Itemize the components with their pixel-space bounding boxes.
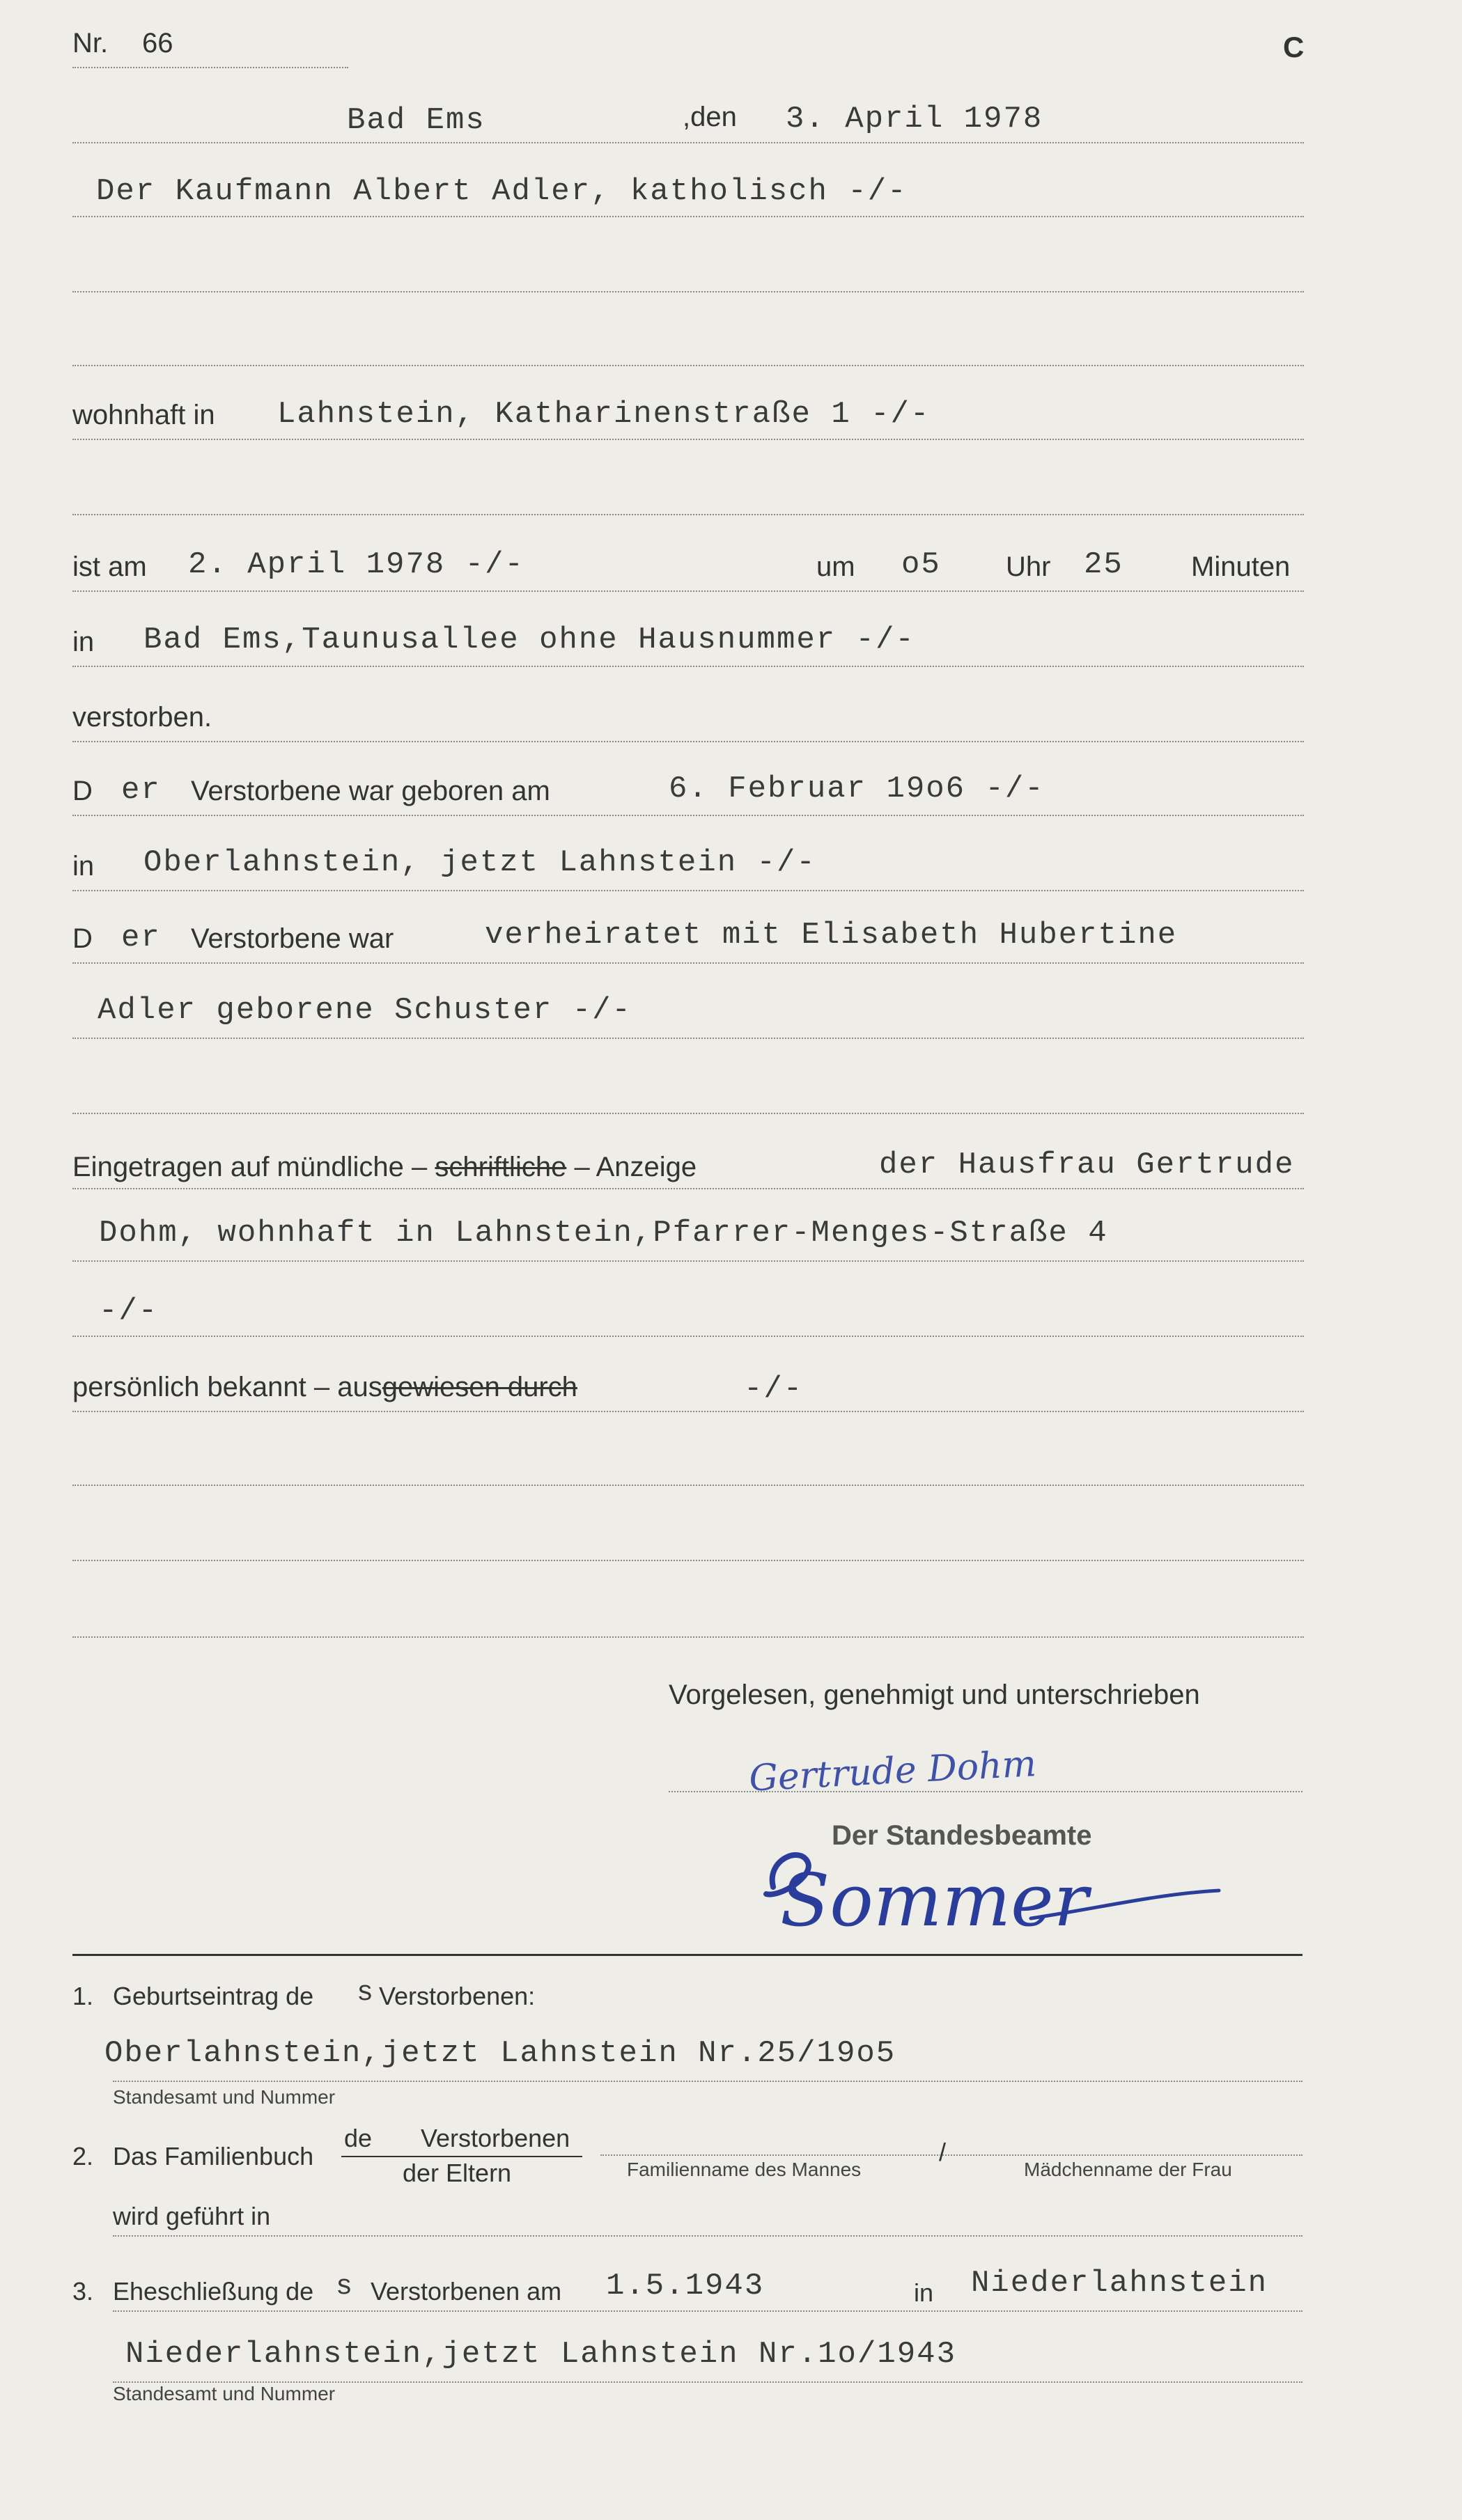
item2-slash: /: [939, 2138, 947, 2166]
birth-date-line: [72, 815, 1304, 816]
blank-line: [72, 1485, 1304, 1486]
known-label: [72, 1372, 577, 1403]
deceased-residence: Lahnstein, Katharinenstraße 1 -/-: [277, 397, 931, 432]
report-label: [72, 1152, 697, 1183]
death-minutes: 25: [1084, 547, 1123, 582]
verstorben-line: [72, 741, 1304, 742]
marital-status-line1: verheiratet mit Elisabeth Hubertine: [485, 918, 1178, 953]
wohnhaft-label: wohnhaft in: [72, 400, 215, 430]
item3-label-s: s: [336, 2271, 355, 2303]
item3-line1: [113, 2310, 1302, 2312]
registration-date: 3. April 1978: [786, 102, 1043, 136]
birth-label-d: D: [72, 776, 93, 806]
den-label: ,den: [683, 102, 737, 132]
report-label-prefix: Eingetragen auf mündliche –: [72, 1152, 428, 1182]
item2-caption-wife: Mädchenname der Frau: [1024, 2159, 1232, 2180]
item2-fraction-line: [341, 2156, 582, 2157]
item2-number: 2.: [72, 2142, 94, 2170]
death-place-line: [72, 666, 1304, 667]
death-date: 2. April 1978 -/-: [188, 547, 524, 582]
item3-number: 3.: [72, 2277, 94, 2306]
birth-place: Oberlahnstein, jetzt Lahnstein -/-: [143, 845, 816, 880]
item2-wird: wird geführt in: [113, 2202, 271, 2230]
name-line: [72, 216, 1304, 217]
nr-label: Nr.: [72, 28, 109, 58]
death-date-line: [72, 590, 1304, 592]
item1-label-a: Geburtseintrag de: [113, 1982, 314, 2010]
header-date-line: [72, 142, 1304, 143]
nr-value: 66: [142, 28, 173, 58]
marriage-line1: [72, 962, 1304, 964]
verstorben-label: verstorben.: [72, 702, 212, 733]
deceased-name: Der Kaufmann Albert Adler, katholisch -/-: [96, 174, 908, 209]
item2-de: de: [344, 2124, 373, 2152]
item1-line: [113, 2081, 1302, 2082]
informant-signature-text: Gertrude Dohm: [747, 1743, 1038, 1800]
marriage-label-text: Verstorbene war: [191, 923, 394, 954]
birth-label-text: Verstorbene war geboren am: [191, 776, 550, 806]
blank-line: [72, 1113, 1304, 1114]
marriage-line2: [72, 1038, 1304, 1039]
known-value: -/-: [744, 1372, 804, 1407]
death-hour: o5: [901, 547, 941, 582]
informant-line1: der Hausfrau Gertrude: [879, 1148, 1295, 1182]
minuten-label: Minuten: [1191, 551, 1291, 582]
item2-eltern: der Eltern: [403, 2159, 512, 2187]
registrar-signature-text: Sommer: [780, 1858, 1089, 1943]
known-line: [72, 1411, 1304, 1412]
report-line1: [72, 1188, 1304, 1189]
item2-label: Das Familienbuch: [113, 2142, 314, 2170]
ist-am-label: ist am: [72, 551, 147, 582]
informant-line3: -/-: [99, 1294, 159, 1329]
report-label-suffix: – Anzeige: [574, 1152, 697, 1182]
birth-date: 6. Februar 19o6 -/-: [669, 772, 1045, 806]
marital-status-line2: Adler geborene Schuster -/-: [98, 993, 632, 1028]
item1-label-b: Verstorbenen:: [379, 1982, 536, 2010]
birth-label-er: er: [121, 773, 161, 808]
marriage-date: 1.5.1943: [606, 2269, 765, 2303]
item1-label-s: s: [357, 1978, 375, 2009]
informant-signature-line: [669, 1791, 1302, 1792]
blank-line: [72, 291, 1304, 292]
item2-verstorbenen: Verstorbenen: [421, 2124, 570, 2152]
birth-in-label: in: [72, 851, 95, 882]
marriage-label-er: er: [121, 921, 161, 955]
registrar-signature: [752, 1831, 1240, 1943]
blank-line: [72, 1560, 1304, 1561]
place-of-registration: Bad Ems: [347, 103, 485, 138]
known-label-struck: gewiesen durch: [382, 1372, 577, 1402]
marriage-place: Niederlahnstein: [971, 2266, 1268, 2301]
item3-label-a: Eheschließung de: [113, 2277, 314, 2306]
item2-line: [113, 2235, 1302, 2237]
informant-signature: [738, 1741, 1073, 1810]
registrar-title: Der Standesbeamte: [832, 1820, 1092, 1851]
blank-line: [72, 1636, 1304, 1638]
marriage-registry-entry: Niederlahnstein,jetzt Lahnstein Nr.1o/1943: [125, 2337, 956, 2372]
blank-line: [72, 514, 1304, 515]
footer-divider: [72, 1954, 1302, 1956]
report-line3: [72, 1336, 1304, 1337]
item3-in: in: [914, 2278, 934, 2307]
item3-caption: Standesamt und Nummer: [113, 2383, 336, 2404]
uhr-label: Uhr: [1006, 551, 1051, 582]
item1-caption: Standesamt und Nummer: [113, 2086, 336, 2108]
nr-line: [72, 67, 348, 68]
death-place: Bad Ems,Taunusallee ohne Hausnummer -/-: [143, 623, 915, 657]
um-label: um: [816, 551, 855, 582]
form-letter: C: [1283, 31, 1305, 63]
death-in-label: in: [72, 627, 95, 657]
marriage-label-d: D: [72, 923, 93, 954]
report-label-struck: schriftliche: [435, 1152, 567, 1182]
birth-place-line: [72, 890, 1304, 891]
known-label-prefix: persönlich bekannt – aus: [72, 1372, 382, 1402]
residence-line: [72, 439, 1304, 440]
blank-line: [72, 365, 1304, 366]
report-line2: [72, 1260, 1304, 1262]
birth-registry-entry: Oberlahnstein,jetzt Lahnstein Nr.25/19o5: [104, 2036, 896, 2071]
informant-line2: Dohm, wohnhaft in Lahnstein,Pfarrer-Menges-Straße 4: [99, 1216, 1108, 1251]
item1-number: 1.: [72, 1982, 94, 2010]
read-approved-signed: Vorgelesen, genehmigt und unterschrieben: [669, 1680, 1200, 1710]
item2-caption-husband: Familienname des Mannes: [627, 2159, 862, 2180]
item3-label-b: Verstorbenen am: [371, 2277, 562, 2306]
item2-name-line: [600, 2154, 1302, 2156]
